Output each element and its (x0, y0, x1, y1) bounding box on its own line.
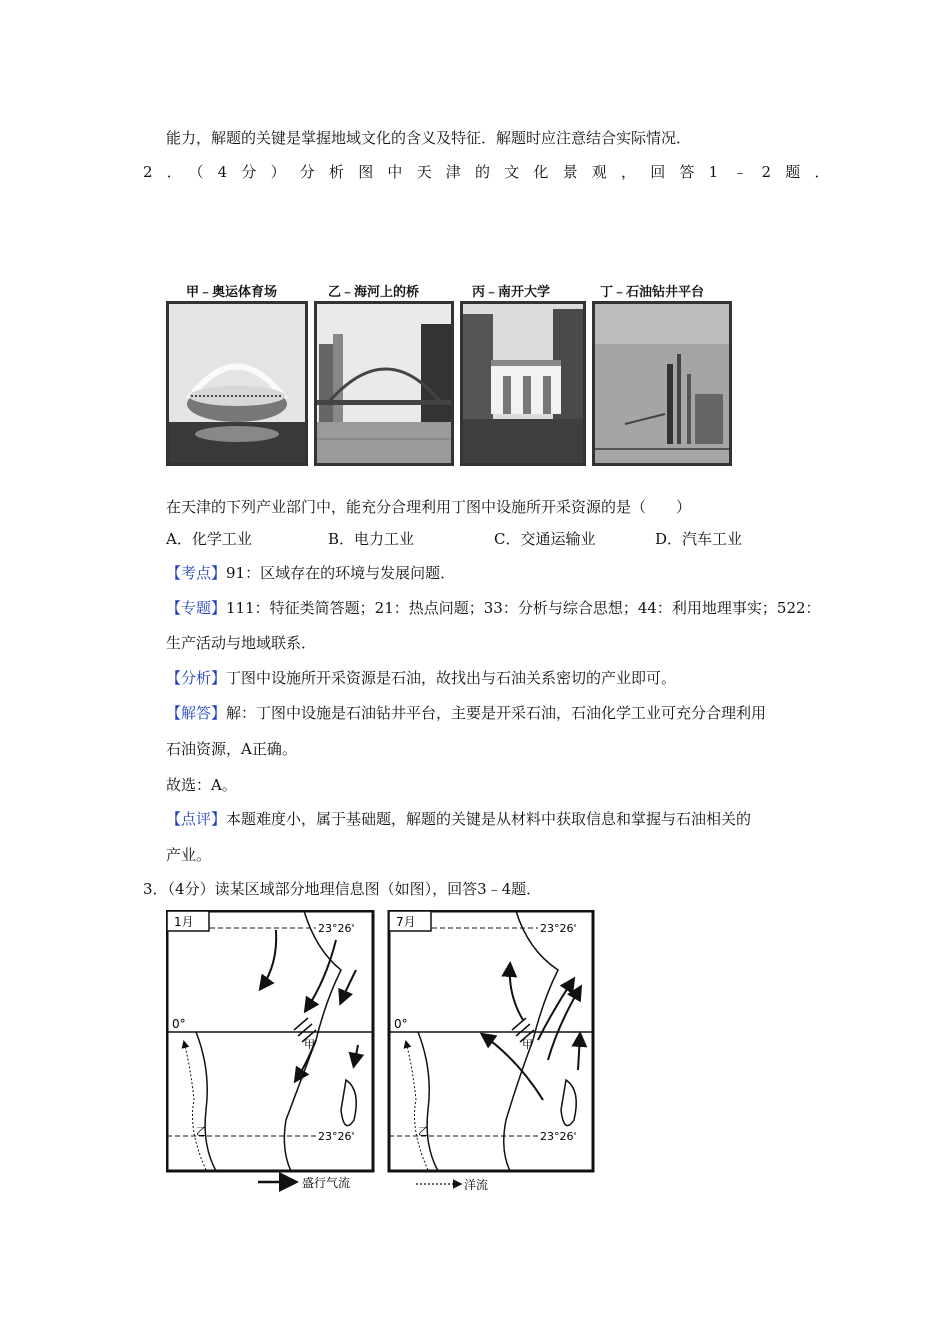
option-d[interactable]: D．汽车工业 (655, 530, 743, 548)
map-july-month: 7月 (396, 915, 416, 929)
bridge-illustration (317, 304, 451, 463)
jieda-line-1 (166, 702, 766, 723)
map-january-yi: 乙 (196, 1125, 207, 1138)
legend-wind: 盛行气流 (302, 1176, 351, 1190)
oil-rig-illustration (595, 304, 729, 463)
map-july-jia: 甲 (522, 1038, 533, 1051)
map-january-lat-north: 23°26' (318, 922, 355, 935)
q2-header: 2．（4分）分析图中天津的文化景观，回答1﹣2题． (143, 163, 844, 181)
maps-illustration (166, 910, 596, 1200)
photo-university (460, 301, 586, 466)
photo-title-bing: 丙﹣南开大学 (472, 285, 551, 300)
map-january (167, 911, 373, 1171)
photo-title-ding: 丁﹣石油钻井平台 (600, 285, 705, 300)
stadium-illustration (169, 304, 305, 463)
map-july-lat-south: 23°26' (540, 1130, 577, 1143)
map-july-equator: 0° (394, 1017, 408, 1031)
zhuanti-text-2: 生产活动与地域联系． (166, 634, 317, 652)
photo-title-yi: 乙﹣海河上的桥 (328, 285, 420, 300)
legend-current: 洋流 (464, 1178, 489, 1192)
fenxi-text: 丁图中设施所开采资源是石油，故找出与石油关系密切的产业即可。 (226, 669, 677, 687)
map-july-lat-north: 23°26' (540, 922, 577, 935)
kaodian-line (166, 562, 455, 583)
zhuanti-text-1: 111：特征类简答题；21：热点问题；33：分析与综合思想；44：利用地理事实；522： (226, 599, 821, 617)
option-a[interactable]: A．化学工业 (166, 530, 252, 548)
intro-text: 能力，解题的关键是掌握地域文化的含义及特征．解题时应注意结合实际情况． (166, 129, 692, 147)
map-january-jia: 甲 (304, 1038, 315, 1051)
university-illustration (463, 304, 583, 463)
zhuanti-label: 【专题】 (166, 599, 227, 617)
photo-bridge (314, 301, 454, 466)
map-january-equator: 0° (172, 1017, 186, 1031)
map-legend (258, 1175, 488, 1192)
photo-stadium (166, 301, 308, 466)
map-july-yi: 乙 (418, 1125, 429, 1138)
jieda-text-1: 解：丁图中设施是石油钻井平台，主要是开采石油，石油化学工业可充分合理利用 (226, 704, 767, 722)
answer-choice: 故选：A。 (166, 776, 237, 794)
dianping-text-1: 本题难度小，属于基础题，解题的关键是从材料中获取信息和掌握与石油相关的 (226, 810, 752, 828)
jieda-text-2: 石油资源，A正确。 (166, 740, 297, 758)
photo-title-jia: 甲﹣奥运体育场 (186, 285, 278, 300)
map-january-lat-south: 23°26' (318, 1130, 355, 1143)
q3-maps (166, 910, 596, 1200)
option-c[interactable]: C．交通运输业 (494, 530, 596, 548)
dianping-text-2: 产业。 (166, 846, 212, 864)
kaodian-text: 91：区域存在的环境与发展问题． (226, 564, 456, 582)
q3-header: 3．（4分）读某区域部分地理信息图（如图），回答3﹣4题． (143, 880, 542, 898)
dianping-line-1 (166, 808, 751, 829)
dianping-label: 【点评】 (166, 810, 227, 828)
jieda-label: 【解答】 (166, 704, 227, 722)
map-january-month: 1月 (174, 915, 194, 929)
zhuanti-line-1 (166, 597, 821, 618)
kaodian-label: 【考点】 (166, 564, 227, 582)
q2-question: 在天津的下列产业部门中，能充分合理利用丁图中设施所开采资源的是（ ） (166, 498, 692, 516)
fenxi-line (166, 667, 676, 688)
q2-photo-row (166, 281, 732, 469)
photo-oil-rig (592, 301, 732, 466)
option-b[interactable]: B．电力工业 (328, 530, 415, 548)
map-july (389, 911, 593, 1171)
fenxi-label: 【分析】 (166, 669, 227, 687)
